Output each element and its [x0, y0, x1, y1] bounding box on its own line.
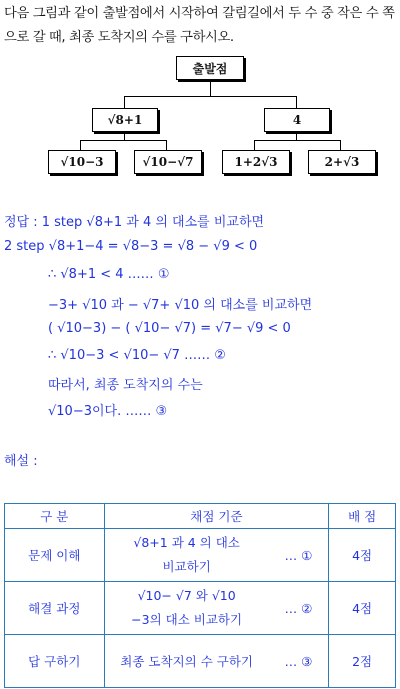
connector [254, 140, 255, 150]
table-header: 배 점 [329, 504, 396, 529]
question-text: 다음 그림과 같이 출발점에서 시작하여 갈림길에서 두 수 중 작은 수 쪽으로 갈 때, 최종 도착지의 수를 구하시오. [4, 6, 395, 45]
row-criteria: 최종 도착지의 수 구하기 [104, 635, 269, 688]
tree-node-left: √8+1 [92, 108, 158, 132]
connector [166, 140, 167, 150]
table-header: 구 분 [5, 504, 105, 529]
answer-line-6: ∴ √10−3 < √10− √7 …… ② [48, 348, 226, 363]
connector [124, 96, 296, 97]
row-score: 4점 [329, 529, 396, 582]
connector [80, 140, 81, 150]
tree-leaf: 2+√3 [308, 150, 376, 174]
answer-line-7: 따라서, 최종 도착지의 수는 [48, 378, 203, 393]
tree-root: 출발점 [176, 56, 244, 80]
answer-line-1: 정답 : 1 step √8+1 과 4 의 대소를 비교하면 [4, 215, 265, 230]
tree-leaf: 1+2√3 [222, 150, 290, 174]
grading-table [4, 503, 396, 688]
row-category: 해결 과정 [5, 582, 105, 635]
tree-leaf: √10−√7 [134, 150, 202, 174]
row-score: 4점 [329, 582, 396, 635]
row-category: 문제 이해 [5, 529, 105, 582]
answer-line-8: √10−3이다. …… ③ [48, 404, 168, 419]
answer-line-5: ( √10−3) − ( √10− √7) = √7− √9 < 0 [48, 321, 291, 336]
answer-line-4: −3+ √10 과 − √7+ √10 의 대소를 비교하면 [48, 298, 313, 313]
connector [340, 140, 341, 150]
table-row [5, 529, 396, 582]
row-score: 2점 [329, 635, 396, 688]
connector [124, 96, 125, 108]
table-row [5, 582, 396, 635]
row-mark: … ② [269, 582, 329, 635]
tree-node-right: 4 [264, 108, 330, 132]
answer-line-3: ∴ √8+1 < 4 …… ① [48, 267, 170, 282]
table-header: 채점 기준 [104, 504, 329, 529]
tree-leaf: √10−3 [48, 150, 116, 174]
connector [80, 140, 166, 141]
table-row [5, 635, 396, 688]
row-category: 답 구하기 [5, 635, 105, 688]
connector [210, 78, 211, 96]
answer-line-2: 2 step √8+1−4 = √8−3 = √8 − √9 < 0 [4, 239, 258, 254]
row-criteria: √8+1 과 4 의 대소 비교하기 [104, 529, 269, 582]
connector [296, 96, 297, 108]
row-mark: … ① [269, 529, 329, 582]
connector [254, 140, 340, 141]
row-mark: … ③ [269, 635, 329, 688]
explanation-label: 해설 : [4, 454, 38, 469]
row-criteria: √10− √7 와 √10 −3의 대소 비교하기 [104, 582, 269, 635]
